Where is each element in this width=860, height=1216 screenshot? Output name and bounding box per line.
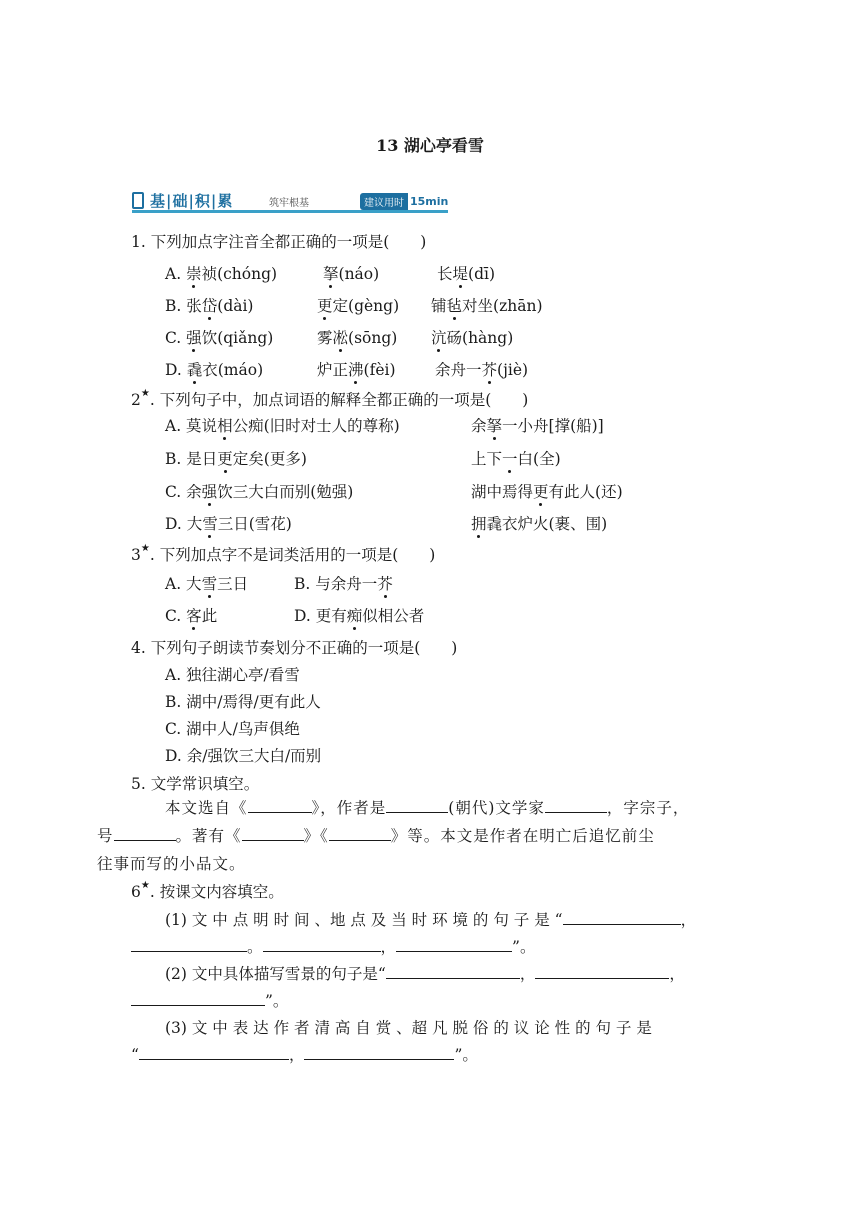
q1-option-c: C. 强饮(qiǎng) 雾凇(sōng) 沆砀(hàng): [165, 329, 514, 347]
q4-option-a: A. 独往湖心亭/看雪: [165, 666, 300, 684]
question-4-stem: 4. 下列句子朗读节奏划分不正确的一项是( ): [131, 639, 458, 657]
q6-item-3-line2: “ ， ”。: [131, 1046, 478, 1064]
q3-option-a: A. 大雪三日: [165, 575, 249, 593]
blank[interactable]: [248, 798, 312, 813]
question-6-stem: 6★. 按课文内容填空。: [131, 880, 284, 901]
q2-option-b-right: 上下一白(全): [471, 450, 561, 468]
blank[interactable]: [242, 826, 304, 841]
blank[interactable]: [304, 1045, 454, 1060]
book-icon: [132, 192, 144, 209]
banner-subtitle: 筑牢根基: [269, 198, 309, 209]
question-2-stem: 2★. 下列句子中，加点词语的解释全都正确的一项是( ): [131, 388, 529, 409]
section-banner: [132, 191, 448, 213]
banner-title: 基|础|积|累: [150, 192, 234, 210]
q1-option-a: A. 崇祯(chóng) 拏(náo) 长堤(dī): [165, 265, 496, 283]
q3-option-b: B. 与余舟一芥: [294, 575, 393, 593]
time-label: 建议用时: [360, 193, 408, 210]
q4-option-b: B. 湖中/焉得/更有此人: [165, 693, 321, 711]
blank[interactable]: [263, 937, 381, 952]
blank[interactable]: [386, 798, 448, 813]
question-3-stem: 3★. 下列加点字不是词类活用的一项是( ): [131, 543, 436, 564]
question-1-stem: 1. 下列加点字注音全都正确的一项是( ): [131, 233, 427, 251]
q1-option-d: D. 毳衣(máo) 炉正沸(fèi) 余舟一芥(jiè): [165, 361, 529, 379]
banner-underline: [132, 210, 448, 213]
q6-item-2-line2: ”。: [131, 989, 288, 1011]
q2-option-a-left: A. 莫说相公痴(旧时对士人的尊称): [165, 417, 400, 435]
blank[interactable]: [545, 798, 607, 813]
q6-item-1-line1: (1) 文 中 点 明 时 间 、地 点 及 当 时 环 境 的 句 子 是 “ ，: [165, 911, 697, 929]
q2-option-c-left: C. 余强饮三大白而别(勉强): [165, 483, 354, 501]
time-value: 15min: [410, 194, 449, 208]
q4-option-c: C. 湖中人/鸟声俱绝: [165, 720, 300, 738]
blank[interactable]: [139, 1045, 289, 1060]
blank[interactable]: [114, 826, 176, 841]
blank[interactable]: [386, 964, 520, 979]
q1-option-b: B. 张岱(dài) 更定(gèng) 铺毡对坐(zhān): [165, 297, 543, 315]
blank[interactable]: [329, 826, 391, 841]
q6-item-1-line2: 。 ， ”。: [131, 935, 535, 957]
blank[interactable]: [131, 937, 247, 952]
q6-item-3-line1: (3) 文 中 表 达 作 者 清 高 自 赏 、超 凡 脱 俗 的 议 论 性 的 句 子 是: [165, 1019, 652, 1037]
blank[interactable]: [535, 964, 669, 979]
q3-option-c: C. 客此: [165, 607, 218, 625]
q2-option-c-right: 湖中焉得更有此人(还): [471, 483, 623, 501]
q3-option-d: D. 更有痴似相公者: [294, 607, 425, 625]
blank[interactable]: [131, 991, 265, 1006]
q2-option-d-right: 拥毳衣炉火(裹、围): [471, 515, 608, 533]
q5-paragraph: 本文选自《 》，作者是 (朝代)文学家 ，字宗子， 号 。著有《 》《 》等。本文是作者在明亡后追忆前尘 往事而写的小品文。: [97, 799, 690, 873]
page-title: 13 湖心亭看雪: [376, 136, 484, 155]
blank[interactable]: [396, 937, 512, 952]
q2-option-d-left: D. 大雪三日(雪花): [165, 515, 292, 533]
q2-option-a-right: 余拏一小舟[撑(船)]: [471, 417, 604, 435]
blank[interactable]: [563, 910, 681, 925]
q6-item-2-line1: (2) 文中具体描写雪景的句子是“ ， ，: [165, 965, 685, 983]
q2-option-b-left: B. 是日更定矣(更多): [165, 450, 307, 468]
q4-option-d: D. 余/强饮三大白/而别: [165, 747, 322, 765]
suggested-time: [360, 193, 448, 209]
question-5-stem: 5. 文学常识填空。: [131, 775, 260, 793]
